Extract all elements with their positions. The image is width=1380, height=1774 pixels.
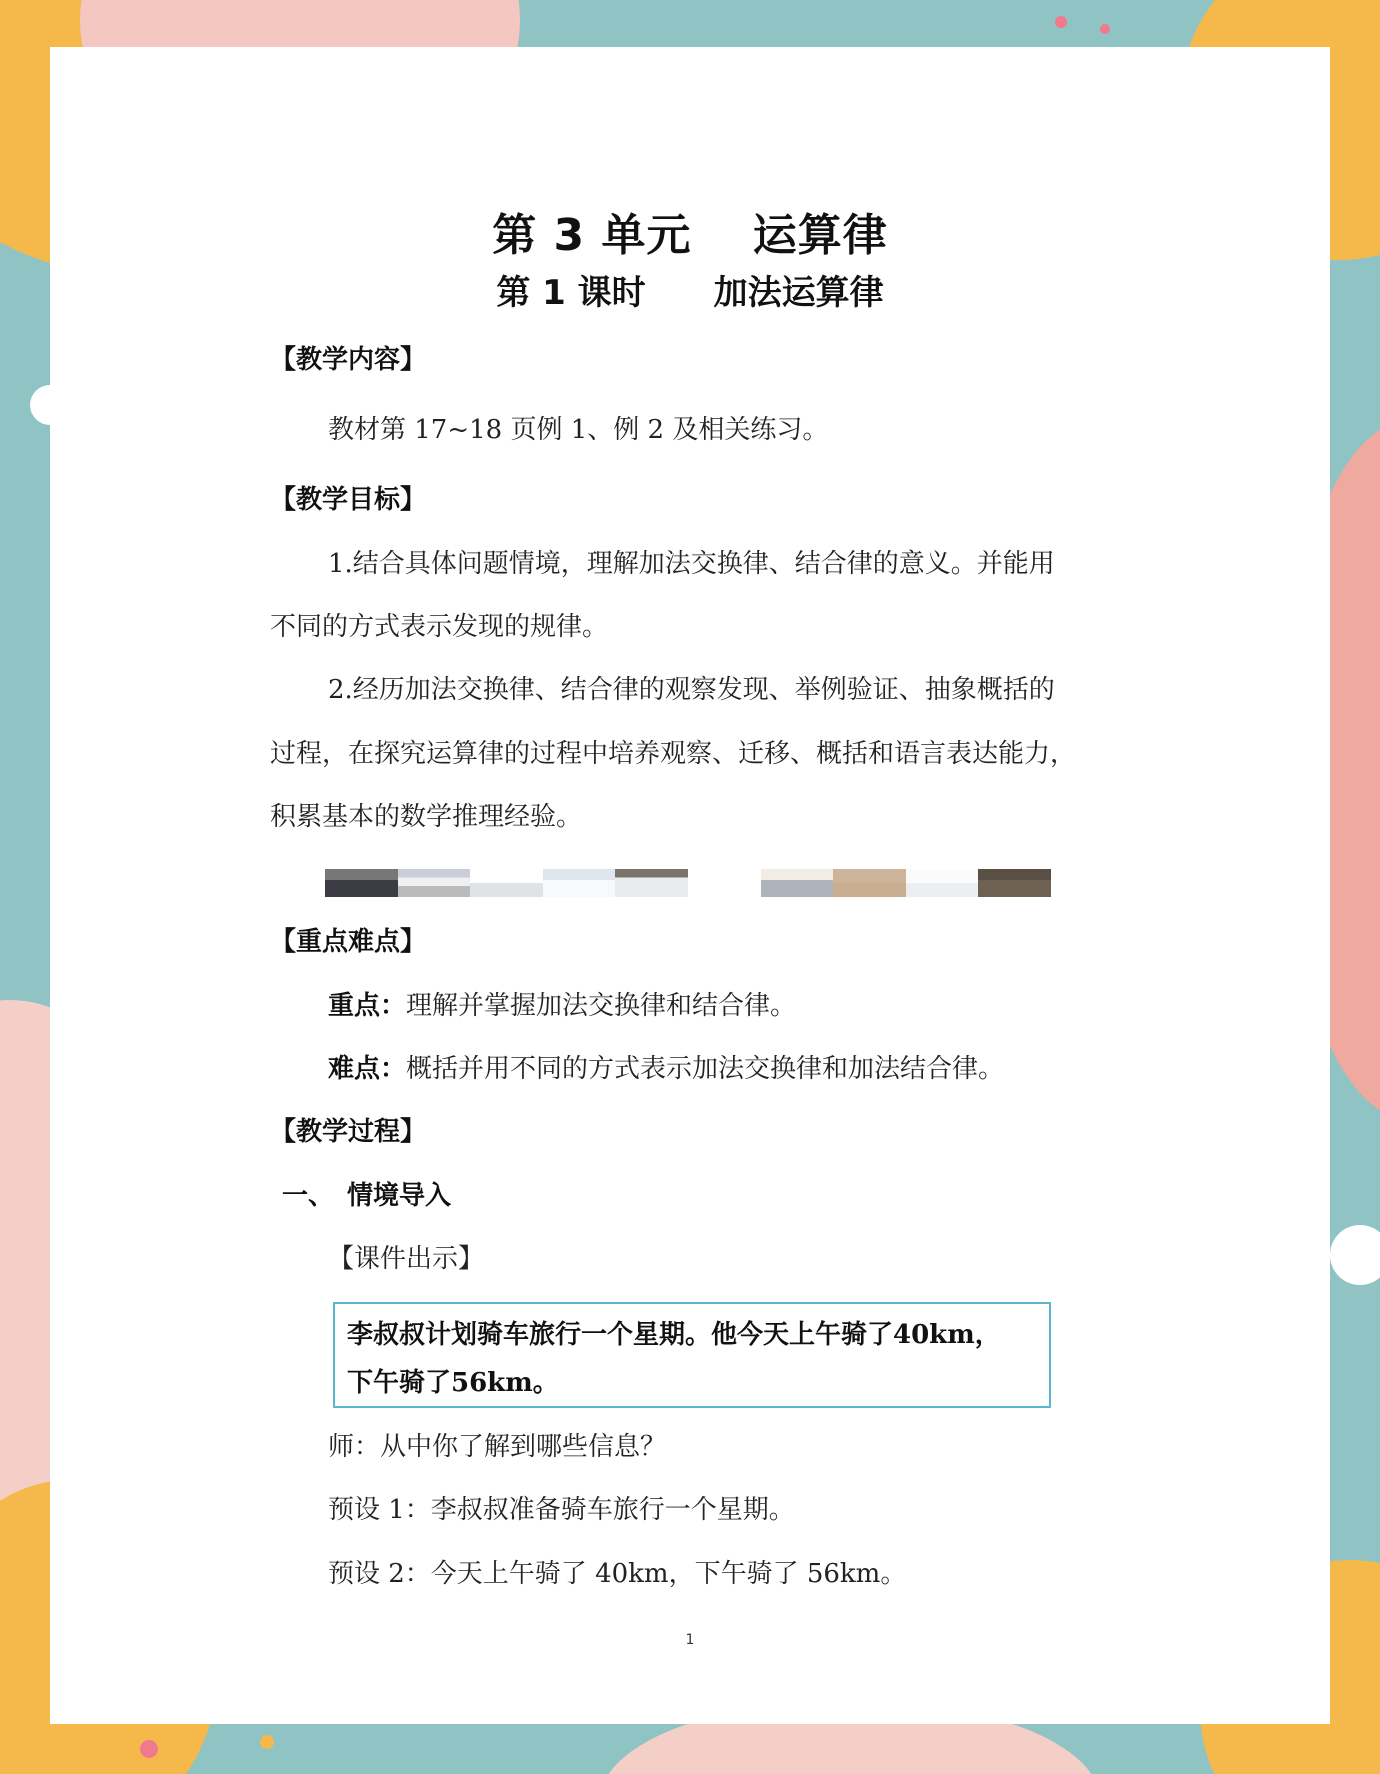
content-heading: 【教学内容】 — [270, 345, 427, 375]
lesson-subtitle: 第 1 课时 加法运算律 — [496, 273, 884, 313]
goal1-line2: 不同的方式表示发现的规律。 — [270, 612, 609, 642]
preset-2: 预设 2：今天上午骑了 40km，下午骑了 56km。 — [328, 1559, 907, 1589]
goals-heading: 【教学目标】 — [270, 485, 427, 515]
content-text: 教材第 17~18 页例 1、例 2 及相关练习。 — [328, 415, 829, 445]
goal2-line3: 积累基本的数学推理经验。 — [270, 802, 583, 832]
difficulty-text: 概括并用不同的方式表示加法交换律和加法结合律。 — [406, 1054, 1005, 1084]
document-page — [50, 47, 1330, 1724]
process-heading: 【教学过程】 — [270, 1117, 427, 1147]
goal1-line1: 1.结合具体问题情境，理解加法交换律、结合律的意义。并能用 — [328, 549, 1055, 579]
courseware-label: 【课件出示】 — [328, 1244, 485, 1274]
box-line2: 下午骑了56km。 — [347, 1368, 559, 1398]
key-point — [328, 991, 796, 1022]
difficulty-label: 难点： — [328, 1054, 407, 1084]
scanned-artifact-strip — [325, 869, 1051, 897]
unit-title: 第 3 单元 运算律 — [492, 210, 888, 261]
key-heading: 【重点难点】 — [270, 927, 427, 957]
key-label: 重点： — [328, 991, 407, 1021]
difficulty-point — [328, 1054, 1004, 1085]
page-number: 1 — [685, 1632, 695, 1648]
box-line1: 李叔叔计划骑车旅行一个星期。他今天上午骑了40km， — [347, 1320, 1001, 1350]
teacher-question: 师：从中你了解到哪些信息？ — [328, 1432, 667, 1462]
courseware-box — [333, 1302, 1051, 1408]
goal2-line2: 过程，在探究运算律的过程中培养观察、迁移、概括和语言表达能力， — [270, 739, 1077, 769]
goal2-line1: 2.经历加法交换律、结合律的观察发现、举例验证、抽象概括的 — [328, 675, 1055, 705]
preset-1: 预设 1：李叔叔准备骑车旅行一个星期。 — [328, 1495, 795, 1525]
step1-heading: 一、 情境导入 — [282, 1181, 452, 1211]
key-text: 理解并掌握加法交换律和结合律。 — [406, 991, 797, 1021]
